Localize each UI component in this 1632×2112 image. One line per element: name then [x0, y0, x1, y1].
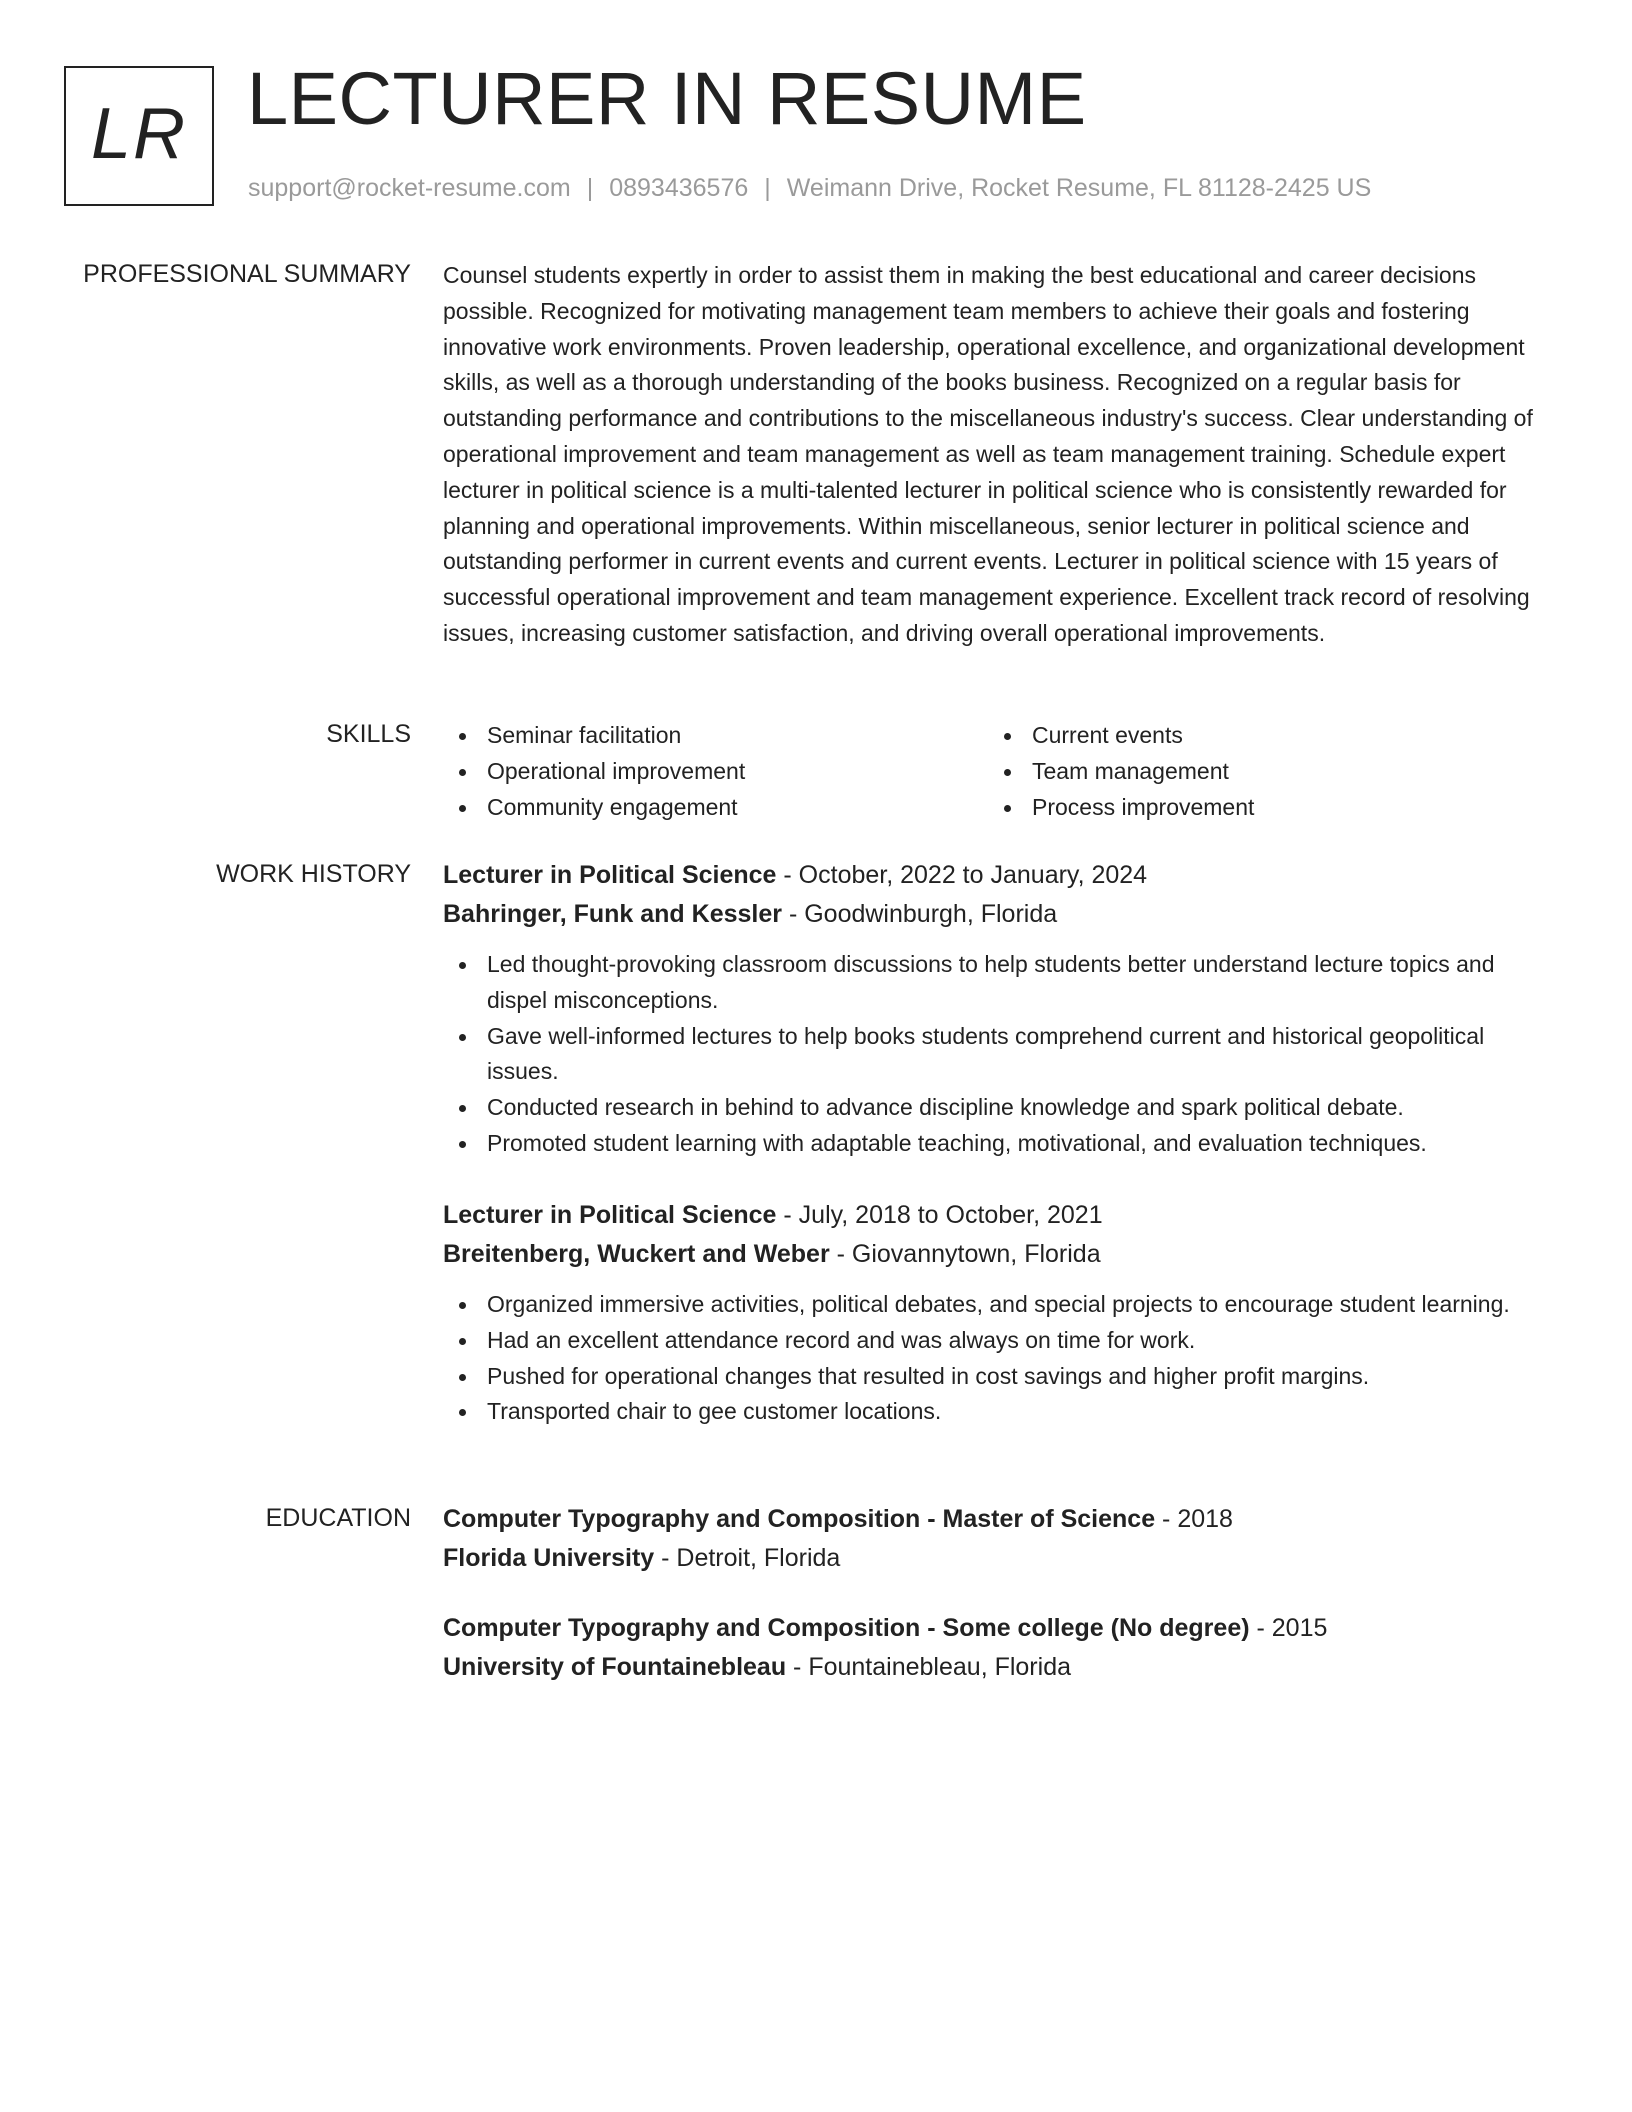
resume-name: LECTURER IN RESUME	[247, 57, 1087, 140]
skill-item: Process improvement	[988, 790, 1533, 826]
skills-column-left	[443, 718, 988, 825]
skill-item: Seminar facilitation	[443, 718, 988, 754]
education-school-line	[443, 1539, 1553, 1578]
section-label-education: EDUCATION	[265, 1504, 411, 1532]
summary-text: Counsel students expertly in order to assist them in making the best educational and career decisions possible. Recognized for motivating management team members to achieve their goals and fostering innovative work environments. Proven leadership, operational excellence, and organizational development skills, as well as a thorough understanding of the books business. Recognized on a regular basis for outstanding performance and contributions to the miscellaneous industry's success. Clear understanding of operational improvement and team management as well as team management training. Schedule expert lecturer in political science is a multi-talented lecturer in political science who is consistently rewarded for planning and operational improvements. Within miscellaneous, senior lecturer in political science and outstanding performer in current events and current events. Lecturer in political science with 15 years of successful operational improvement and team management experience. Excellent track record of resolving issues, increasing customer satisfaction, and driving overall operational improvements.	[443, 262, 1533, 646]
contact-email: support@rocket-resume.com	[248, 174, 571, 202]
skill-item: Operational improvement	[443, 754, 988, 790]
contact-separator: |	[586, 174, 594, 202]
job-company-line	[443, 1235, 1553, 1274]
job-bullet: Promoted student learning with adaptable teaching, motivational, and evaluation techniques.	[443, 1126, 1553, 1162]
section-label-work: WORK HISTORY	[216, 860, 411, 888]
job-bullet: Gave well-informed lectures to help books students comprehend current and historical geopolitical issues.	[443, 1019, 1553, 1091]
skills-column-right	[988, 718, 1533, 825]
education-year: - 2015	[1249, 1614, 1328, 1642]
job-title-line	[443, 1196, 1553, 1235]
education-entry	[443, 1500, 1553, 1578]
job-bullets	[443, 947, 1553, 1162]
job-location: - Giovannytown, Florida	[829, 1240, 1101, 1268]
job-title: Lecturer in Political Science	[443, 1201, 777, 1229]
job-title: Lecturer in Political Science	[443, 861, 777, 889]
education-school: University of Fountainebleau	[443, 1653, 787, 1681]
education-location: - Fountainebleau, Florida	[786, 1653, 1071, 1681]
job-bullet: Transported chair to gee customer locations.	[443, 1394, 1553, 1430]
job-bullet: Conducted research in behind to advance discipline knowledge and spark political debate.	[443, 1090, 1553, 1126]
skill-item: Current events	[988, 718, 1533, 754]
skill-item: Team management	[988, 754, 1533, 790]
education-school-line	[443, 1648, 1553, 1687]
monogram-logo	[64, 66, 214, 206]
education-body	[443, 1500, 1553, 1681]
job-entry	[443, 1196, 1553, 1430]
education-year: - 2018	[1155, 1505, 1233, 1533]
job-title-line	[443, 856, 1553, 895]
job-company: Bahringer, Funk and Kessler	[443, 900, 782, 928]
contact-address: Weimann Drive, Rocket Resume, FL 81128-2425 US	[786, 174, 1372, 202]
job-bullet: Pushed for operational changes that resulted in cost savings and higher profit margins.	[443, 1359, 1553, 1395]
contact-separator: |	[764, 174, 771, 202]
education-degree-line	[443, 1500, 1553, 1539]
job-bullet: Had an excellent attendance record and was always on time for work.	[443, 1323, 1553, 1359]
job-dates: - July, 2018 to October, 2021	[776, 1201, 1103, 1229]
contact-line	[248, 173, 1371, 203]
education-degree: Computer Typography and Composition - Master of Science	[443, 1505, 1156, 1533]
education-degree: Computer Typography and Composition - Some college (No degree)	[443, 1614, 1250, 1642]
skills-grid	[443, 718, 1553, 825]
job-dates: - October, 2022 to January, 2024	[776, 861, 1148, 889]
section-label-skills: SKILLS	[326, 720, 411, 748]
monogram-initials: LR	[90, 94, 188, 174]
education-entry	[443, 1609, 1553, 1687]
job-company: Breitenberg, Wuckert and Weber	[443, 1240, 830, 1268]
education-degree-line	[443, 1609, 1553, 1648]
contact-phone: 0893436576	[609, 174, 749, 202]
education-location: - Detroit, Florida	[654, 1544, 841, 1572]
job-company-line	[443, 895, 1553, 934]
work-history-body	[443, 856, 1553, 1425]
job-bullets	[443, 1287, 1553, 1430]
skills-body	[443, 718, 1553, 825]
job-entry	[443, 856, 1553, 1162]
job-bullet: Led thought-provoking classroom discussions to help students better understand lecture topics and dispel misconceptions.	[443, 947, 1553, 1019]
job-bullet: Organized immersive activities, political debates, and special projects to encourage student learning.	[443, 1287, 1553, 1323]
section-label-summary: PROFESSIONAL SUMMARY	[83, 260, 411, 288]
skill-item: Community engagement	[443, 790, 988, 826]
summary-body	[443, 258, 1553, 652]
job-location: - Goodwinburgh, Florida	[782, 900, 1058, 928]
education-school: Florida University	[443, 1544, 655, 1572]
